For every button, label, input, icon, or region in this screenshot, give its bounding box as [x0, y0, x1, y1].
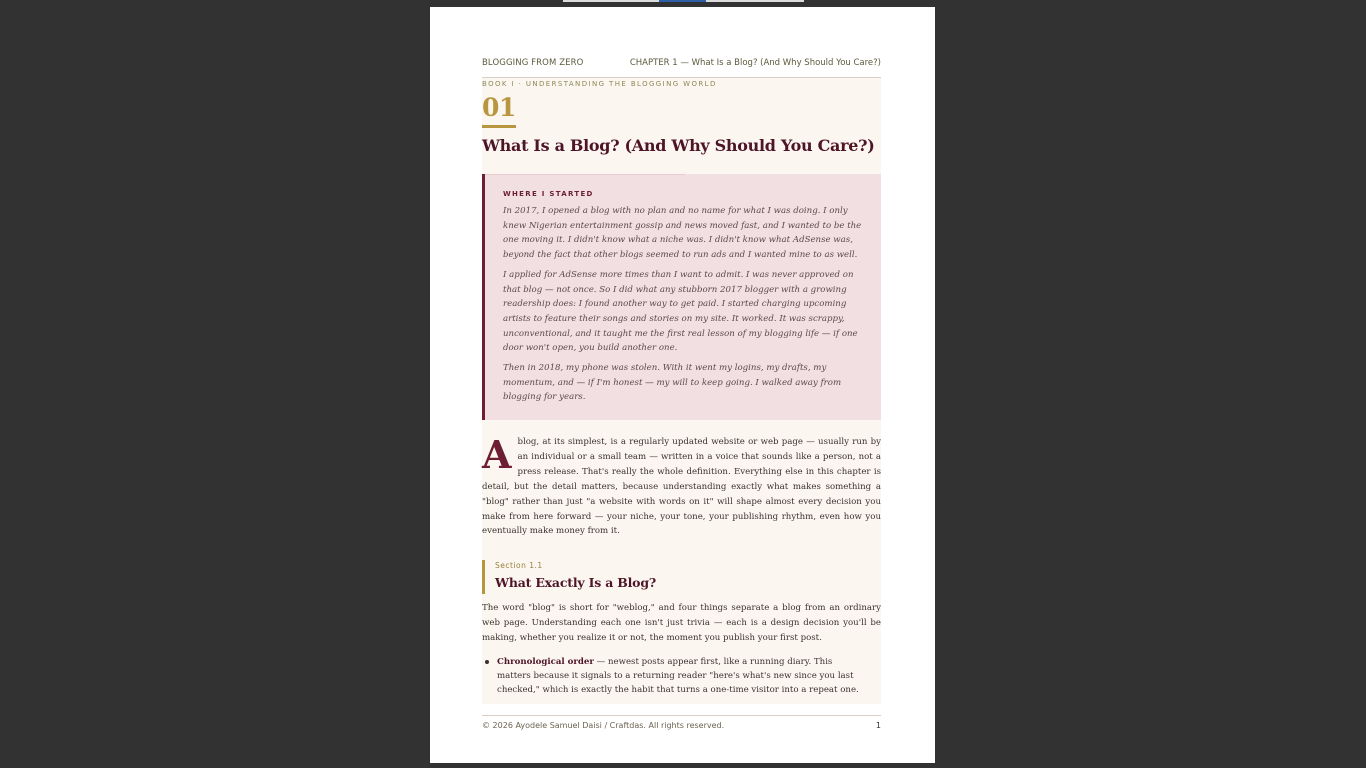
viewer-scrollbar[interactable]: [563, 0, 804, 2]
callout-body: [503, 204, 865, 410]
callout-paragraph: Then in 2018, my phone was stolen. With it went my logins, my drafts, my momentum, and — if I'm honest — my will to keep going. I walked away from blogging for years.: [503, 363, 842, 403]
intro-paragraph: [482, 432, 881, 539]
section-number: Section 1.1: [495, 561, 543, 570]
section-paragraph: The word "blog" is short for "weblog," and four things separate a blog from an ordinary web page. Understanding each one isn't just trivia — each is a design decision you'll be making, whether you realize it or not, the moment you publish your first post.: [482, 603, 881, 643]
chapter-title: What Is a Blog? (And Why Should You Care?): [482, 136, 875, 155]
list-item-term: Chronological order: [497, 657, 594, 667]
callout-top-rule: [485, 174, 685, 175]
callout-label: WHERE I STARTED: [503, 190, 594, 198]
story-callout: [482, 174, 881, 420]
chapter-number-underline: [482, 125, 516, 128]
document-page: [430, 7, 935, 763]
footer-copyright: © 2026 Ayodele Samuel Daisi / Craftdas. All rights reserved.: [482, 721, 725, 730]
page-footer: [482, 715, 881, 740]
viewer-scrollbar-thumb[interactable]: [659, 0, 706, 2]
list-item: [482, 655, 881, 697]
bullet-list: [482, 655, 881, 697]
book-part-label: BOOK I · UNDERSTANDING THE BLOGGING WORLD: [482, 80, 717, 88]
bullet-dot-icon: [485, 660, 489, 664]
page-number: 1: [875, 721, 881, 730]
callout-paragraph: In 2017, I opened a blog with no plan and no name for what I was doing. I only knew Nigerian entertainment gossip and news moved fast, and I wanted to be the one moving it. I didn't know what a niche was. I didn't know what AdSense was, beyond the fact that other blogs seemed to run ads and I wanted mine to as well.: [503, 206, 862, 261]
list-item-text: — newest posts appear first, like a running diary. This matters because it signals to a returning reader "here's what's new since you last checked," which is exactly the habit that turns a one-time visitor into a repeat one.: [497, 657, 859, 695]
running-header: [482, 57, 881, 78]
section-title: What Exactly Is a Blog?: [495, 575, 656, 590]
drop-cap: A: [482, 432, 512, 477]
callout-paragraph: I applied for AdSense more times than I want to admit. I was never approved on that blog — not once. So I did what any stubborn 2017 blogger with a growing readership does: I found another way to get paid. I started charging upcoming artists to feature their songs and stories on my site. It worked. It was scrappy, unconventional, and it taught me the first real lesson of my blogging life — if one door won't open, you build another one.: [503, 269, 858, 354]
running-header-book-title: BLOGGING FROM ZERO: [482, 58, 584, 68]
running-header-chapter: CHAPTER 1 — What Is a Blog? (And Why Should You Care?): [629, 58, 881, 68]
chapter-number: 01: [482, 93, 516, 122]
page-content: [482, 7, 881, 763]
section-heading: [482, 560, 881, 594]
intro-text: blog, at its simplest, is a regularly updated website or web page — usually run by an individual or a small team — written in a voice that sounds like a person, not a press release. That's really the whole definition. Everything else in this chapter is detail, but the detail matters, because understanding exactly what makes something a "blog" rather than just "a website with words on it" will shape almost every decision you make from here forward — your niche, your tone, your publishing rhythm, even how you eventually make money from it.: [482, 437, 881, 537]
